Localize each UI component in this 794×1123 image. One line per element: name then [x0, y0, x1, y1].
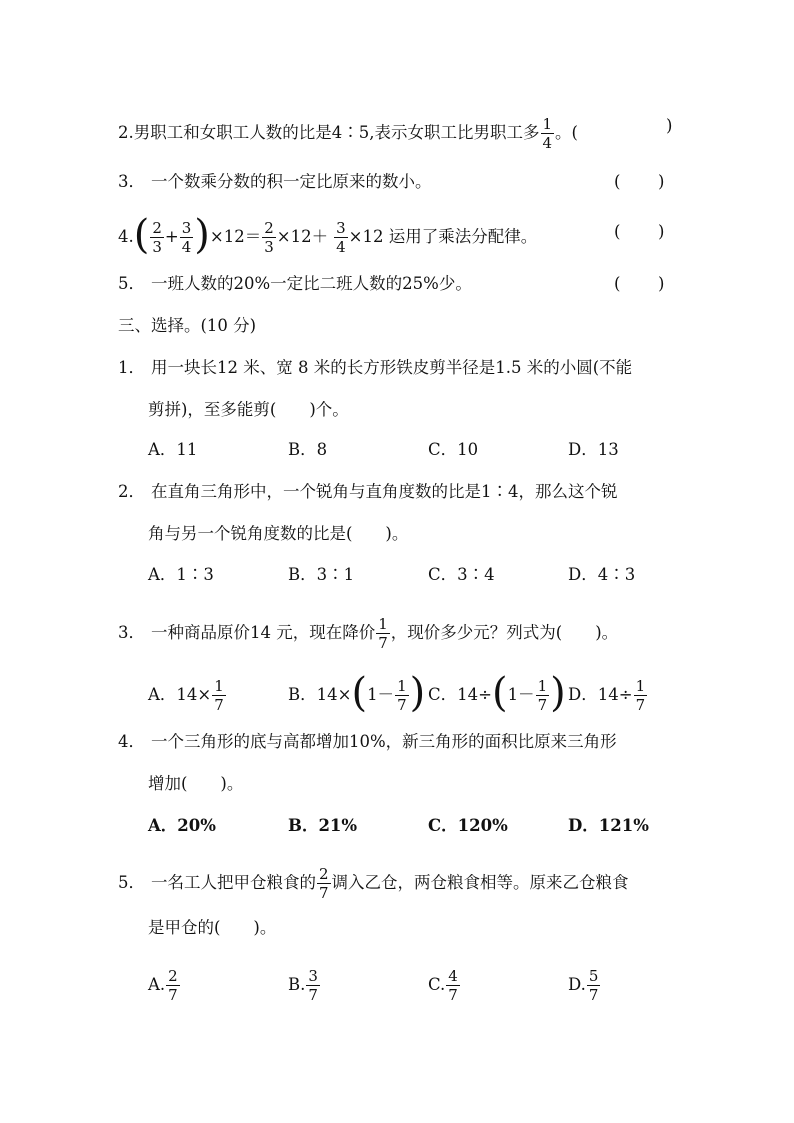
question-text: 用一块长12 米、宽 8 米的长方形铁皮剪半径是1.5 米的小圆(不能 [151, 358, 633, 377]
question-number: 2. [118, 123, 134, 142]
section-title: 三、选择。(10 分) [118, 316, 257, 335]
judge-q2 [118, 116, 578, 151]
option-d[interactable]: D．14÷ $\frac{1}{7}$ [568, 677, 646, 714]
option-c[interactable]: C．120% [428, 816, 508, 835]
question-text-cont: 剪拼)，至多能剪( )个。 [148, 400, 349, 419]
option-b[interactable]: B．8 [288, 440, 328, 459]
question-number: 4. [118, 227, 134, 246]
question-text: 一种商品原价14 元，现在降价 [151, 623, 376, 642]
choice-q1 [118, 358, 632, 378]
question-number: 1． [118, 358, 145, 377]
choice-q5 [118, 866, 629, 901]
question-text: 一个三角形的底与高都增加10%，新三角形的面积比原来三角形 [151, 732, 617, 751]
fraction: $\frac{2}{3}$ [264, 219, 274, 256]
judge-q4: 4.( $\frac{2}{3}$ + $\frac{3}{4}$ )×12＝ $\frac{2}{3}$ ×12＋ $\frac{3}{4}$ ×12 运用了乘法分配律。 [118, 211, 538, 258]
choice-q3 [118, 616, 618, 651]
option-b[interactable]: B．3∶1 [288, 565, 355, 584]
answer-close: ) [658, 222, 665, 241]
question-text-cont: 增加( )。 [148, 774, 244, 793]
choice-q4 [118, 732, 617, 752]
answer-open: 。( [555, 123, 578, 142]
question-number: 5． [118, 873, 145, 892]
question-text: 调入乙仓，两仓粮食相等。原来乙仓粮食 [331, 873, 629, 892]
answer-close: ) [666, 116, 673, 135]
question-number: 5． [118, 274, 145, 293]
question-number: 3． [118, 623, 145, 642]
question-number: 4． [118, 732, 145, 751]
answer-open: ( [614, 222, 621, 241]
question-text-cont: 是甲仓的( )。 [148, 918, 277, 937]
question-number: 2． [118, 482, 145, 501]
question-text: 在直角三角形中，一个锐角与直角度数的比是1∶4，那么这个锐 [151, 482, 618, 501]
answer-open: ( [614, 172, 621, 191]
question-text-cont: 角与另一个锐角度数的比是( )。 [148, 524, 409, 543]
question-text: 一班人数的20%一定比二班人数的25%少。 [151, 274, 472, 293]
fraction: $\frac{2}{3}$ [152, 219, 162, 256]
question-text: ，现价多少元？列式为( )。 [390, 623, 619, 642]
option-c[interactable]: C．14÷(1－ $\frac{1}{7}$ ) [428, 669, 566, 716]
answer-close: ) [658, 274, 665, 293]
option-a[interactable]: A．14× $\frac{1}{7}$ [148, 677, 224, 714]
option-d[interactable]: D．4∶3 [568, 565, 636, 584]
option-a[interactable]: A. $\frac{2}{7}$ [148, 967, 178, 1004]
option-a[interactable]: A．1∶3 [148, 565, 214, 584]
option-d[interactable]: D．121% [568, 816, 649, 835]
option-a[interactable]: A．11 [148, 440, 198, 459]
question-text: 一个数乘分数的积一定比原来的数小。 [151, 172, 432, 191]
question-number: 3． [118, 172, 145, 191]
question-text: 一名工人把甲仓粮食的 [151, 873, 316, 892]
option-c[interactable]: C．3∶4 [428, 565, 495, 584]
option-c[interactable]: C．10 [428, 440, 479, 459]
option-b[interactable]: B. $\frac{3}{7}$ [288, 967, 318, 1004]
answer-open: ( [614, 274, 621, 293]
fraction: $\frac{1}{4}$ [542, 115, 553, 152]
judge-q5 [118, 274, 472, 294]
fraction: $\frac{3}{4}$ [336, 219, 346, 256]
option-b[interactable]: B．14×(1－ $\frac{1}{7}$ ) [288, 669, 426, 716]
option-a[interactable]: A．20% [148, 816, 216, 835]
fraction: $\frac{2}{7}$ [319, 865, 329, 902]
option-d[interactable]: D．13 [568, 440, 619, 459]
fraction: $\frac{1}{7}$ [378, 615, 388, 652]
option-d[interactable]: D. $\frac{5}{7}$ [568, 967, 599, 1004]
choice-q2 [118, 482, 618, 502]
option-c[interactable]: C. $\frac{4}{7}$ [428, 967, 458, 1004]
fraction: $\frac{3}{4}$ [181, 219, 192, 256]
answer-close: ) [658, 172, 665, 191]
option-b[interactable]: B．21% [288, 816, 358, 835]
judge-q3 [118, 172, 432, 192]
question-text: 男职工和女职工人数的比是4∶5,表示女职工比男职工多 [133, 123, 540, 142]
